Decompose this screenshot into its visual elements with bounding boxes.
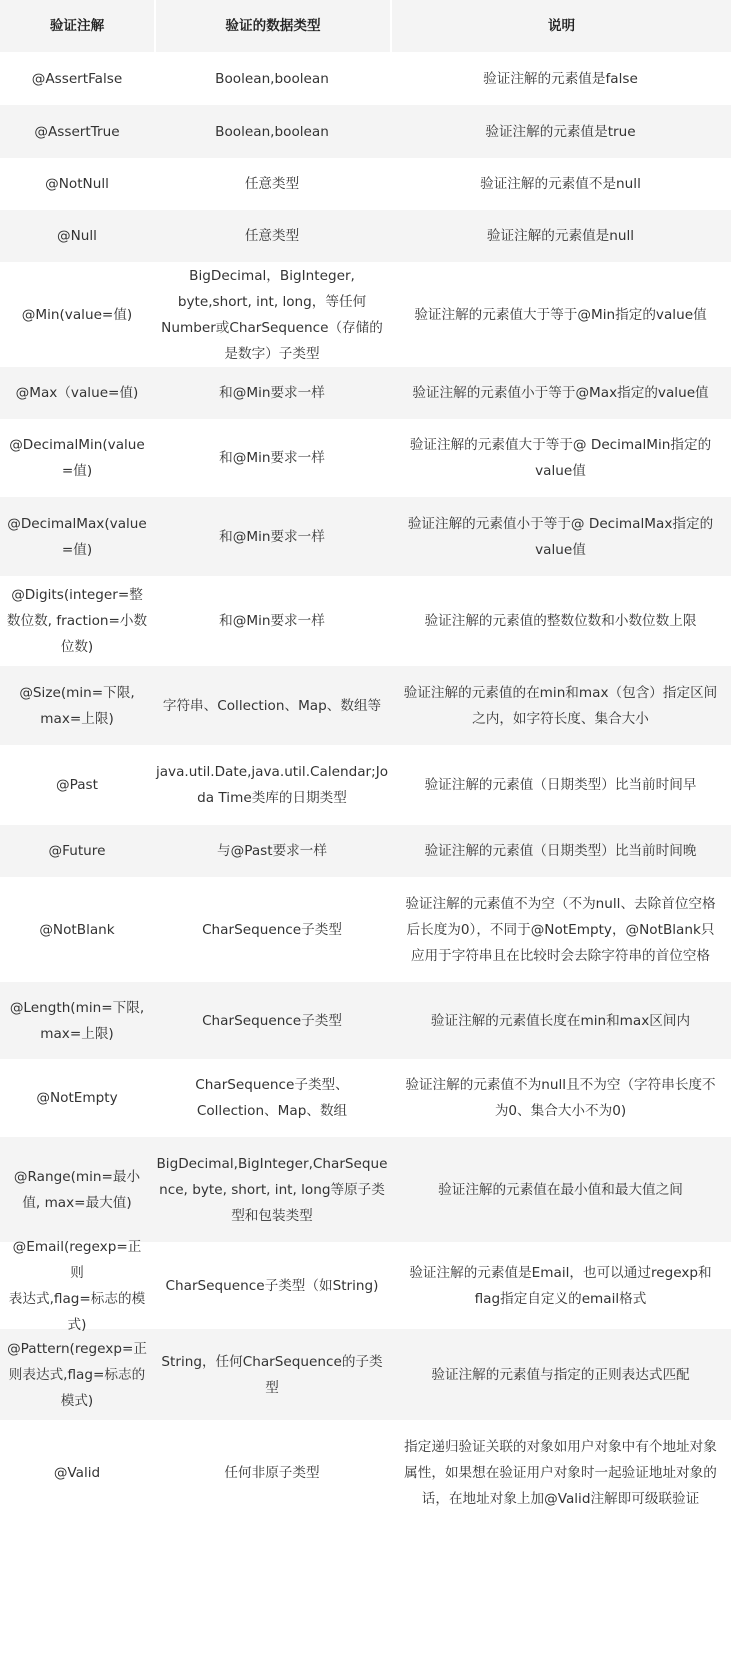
- cell-description: 验证注解的元素值是false: [483, 70, 638, 87]
- cell-data-type: BigDecimal,BigInteger,CharSeque nce, byte, short, int, long等原子类 型和包装类型: [156, 1155, 388, 1224]
- cell-description: 验证注解的元素值是Email，也可以通过regexp和 flag指定自定义的email格式: [409, 1264, 712, 1307]
- cell-data-type: String，任何CharSequence的子类 型: [161, 1353, 383, 1396]
- cell-annotation: @Valid: [53, 1465, 101, 1481]
- cell-annotation: @Past: [56, 777, 98, 793]
- cell-annotation: @Max（value=值): [15, 385, 139, 401]
- cell-annotation: @DecimalMin(value =值): [9, 437, 145, 479]
- cell-data-type: 和@Min要求一样: [219, 528, 325, 545]
- cell-annotation: @NotNull: [45, 176, 109, 192]
- header-data-type: 验证的数据类型: [154, 0, 390, 52]
- cell-data-type: 任意类型: [244, 176, 300, 192]
- cell-annotation: @Email(regexp=正则 表达式,flag=标志的模 式): [8, 1238, 146, 1333]
- cell-description: 验证注解的元素值在最小值和最大值之间: [438, 1181, 683, 1198]
- cell-data-type: BigDecimal，BigInteger, byte,short, int, long，等任何 Number或CharSequence（存储的 是数字）子类型: [161, 267, 383, 362]
- cell-annotation: @AssertFalse: [31, 70, 123, 87]
- cell-description: 验证注解的元素值小于等于@ DecimalMax指定的 value值: [407, 515, 714, 558]
- cell-data-type: CharSequence子类型（如String): [165, 1277, 379, 1294]
- table-row: [0, 1238, 731, 1333]
- table-row: [0, 262, 731, 367]
- cell-data-type: Boolean,boolean: [215, 123, 329, 140]
- table-row: [0, 52, 731, 105]
- table-row: [0, 210, 731, 262]
- cell-description: 验证注解的元素值不是null: [480, 176, 641, 192]
- cell-description: 验证注解的元素值的整数位数和小数位数上限: [424, 613, 697, 629]
- cell-data-type: 和@Min要求一样: [219, 450, 325, 466]
- table-row: [0, 982, 731, 1059]
- table-row: [0, 666, 731, 745]
- table-row: [0, 877, 731, 982]
- cell-annotation: @DecimalMax(value =值): [7, 515, 147, 558]
- cell-description: 验证注解的元素值的在min和max（包含）指定区间 之内，如字符长度、集合大小: [403, 684, 718, 727]
- table-row: [0, 105, 731, 158]
- cell-data-type: 任何非原子类型: [224, 1465, 320, 1481]
- table-row: [0, 576, 731, 666]
- cell-description: 验证注解的元素值不为null且不为空（字符串长度不 为0、集合大小不为0): [405, 1077, 716, 1119]
- cell-data-type: 与@Past要求一样: [217, 843, 327, 859]
- table-row: [0, 497, 731, 576]
- cell-description: 指定递归验证关联的对象如用户对象中有个地址对象 属性，如果想在验证用户对象时一起验证地址对象的 话，在地址对象上加@Valid注解即可级联验证: [404, 1439, 717, 1507]
- cell-description: 验证注解的元素值是true: [485, 123, 636, 140]
- table-row: [0, 367, 731, 419]
- table-row: [0, 1059, 731, 1137]
- cell-data-type: Boolean,boolean: [215, 70, 329, 87]
- cell-annotation: @Range(min=最小 值, max=最大值): [13, 1168, 141, 1211]
- cell-annotation: @AssertTrue: [34, 123, 120, 140]
- cell-description: 验证注解的元素值不为空（不为null、去除首位空格 后长度为0），不同于@NotEmpty，@NotBlank只 应用于字符串且在比较时会去除字符串的首位空格: [405, 895, 716, 964]
- cell-annotation: @Size(min=下限, max=上限): [19, 684, 135, 727]
- table-row: [0, 745, 731, 825]
- cell-data-type: java.util.Date,java.util.Calendar;Jo da Time类库的日期类型: [155, 764, 389, 806]
- cell-annotation: @Pattern(regexp=正 则表达式,flag=标志的 模式): [7, 1340, 147, 1409]
- cell-annotation: @NotEmpty: [36, 1090, 118, 1106]
- cell-annotation: @Length(min=下限, max=上限): [9, 999, 145, 1042]
- cell-data-type: CharSequence子类型: [202, 1012, 342, 1029]
- table-header-row: [0, 0, 731, 52]
- cell-data-type: 和@Min要求一样: [219, 385, 325, 401]
- table-row: [0, 1420, 731, 1526]
- cell-annotation: @Null: [57, 228, 97, 244]
- cell-data-type: 和@Min要求一样: [219, 613, 325, 629]
- table-row: [0, 158, 731, 210]
- cell-description: 验证注解的元素值小于等于@Max指定的value值: [412, 385, 709, 401]
- cell-annotation: @Future: [48, 843, 106, 859]
- table-row: [0, 1329, 731, 1420]
- table-row: [0, 419, 731, 497]
- cell-description: 验证注解的元素值长度在min和max区间内: [430, 1012, 691, 1029]
- cell-annotation: @Digits(integer=整 数位数, fraction=小数 位数): [6, 587, 148, 655]
- cell-description: 验证注解的元素值与指定的正则表达式匹配: [431, 1366, 690, 1383]
- cell-description: 验证注解的元素值大于等于@ DecimalMin指定的 value值: [409, 437, 712, 479]
- cell-annotation: @Min(value=值): [21, 306, 133, 323]
- cell-data-type: CharSequence子类型: [202, 921, 342, 938]
- cell-annotation: @NotBlank: [39, 921, 115, 938]
- cell-description: 验证注解的元素值（日期类型）比当前时间早: [424, 777, 697, 793]
- table-row: [0, 825, 731, 877]
- cell-data-type: CharSequence子类型、 Collection、Map、数组: [195, 1077, 349, 1119]
- cell-description: 验证注解的元素值是null: [486, 228, 635, 244]
- cell-data-type: 字符串、Collection、Map、数组等: [162, 697, 382, 714]
- header-description: 说明: [390, 0, 731, 52]
- cell-description: 验证注解的元素值（日期类型）比当前时间晚: [424, 843, 697, 859]
- cell-description: 验证注解的元素值大于等于@Min指定的value值: [414, 306, 707, 323]
- table-row: [0, 1137, 731, 1242]
- cell-data-type: 任意类型: [244, 228, 300, 244]
- header-annotation: 验证注解: [49, 18, 105, 34]
